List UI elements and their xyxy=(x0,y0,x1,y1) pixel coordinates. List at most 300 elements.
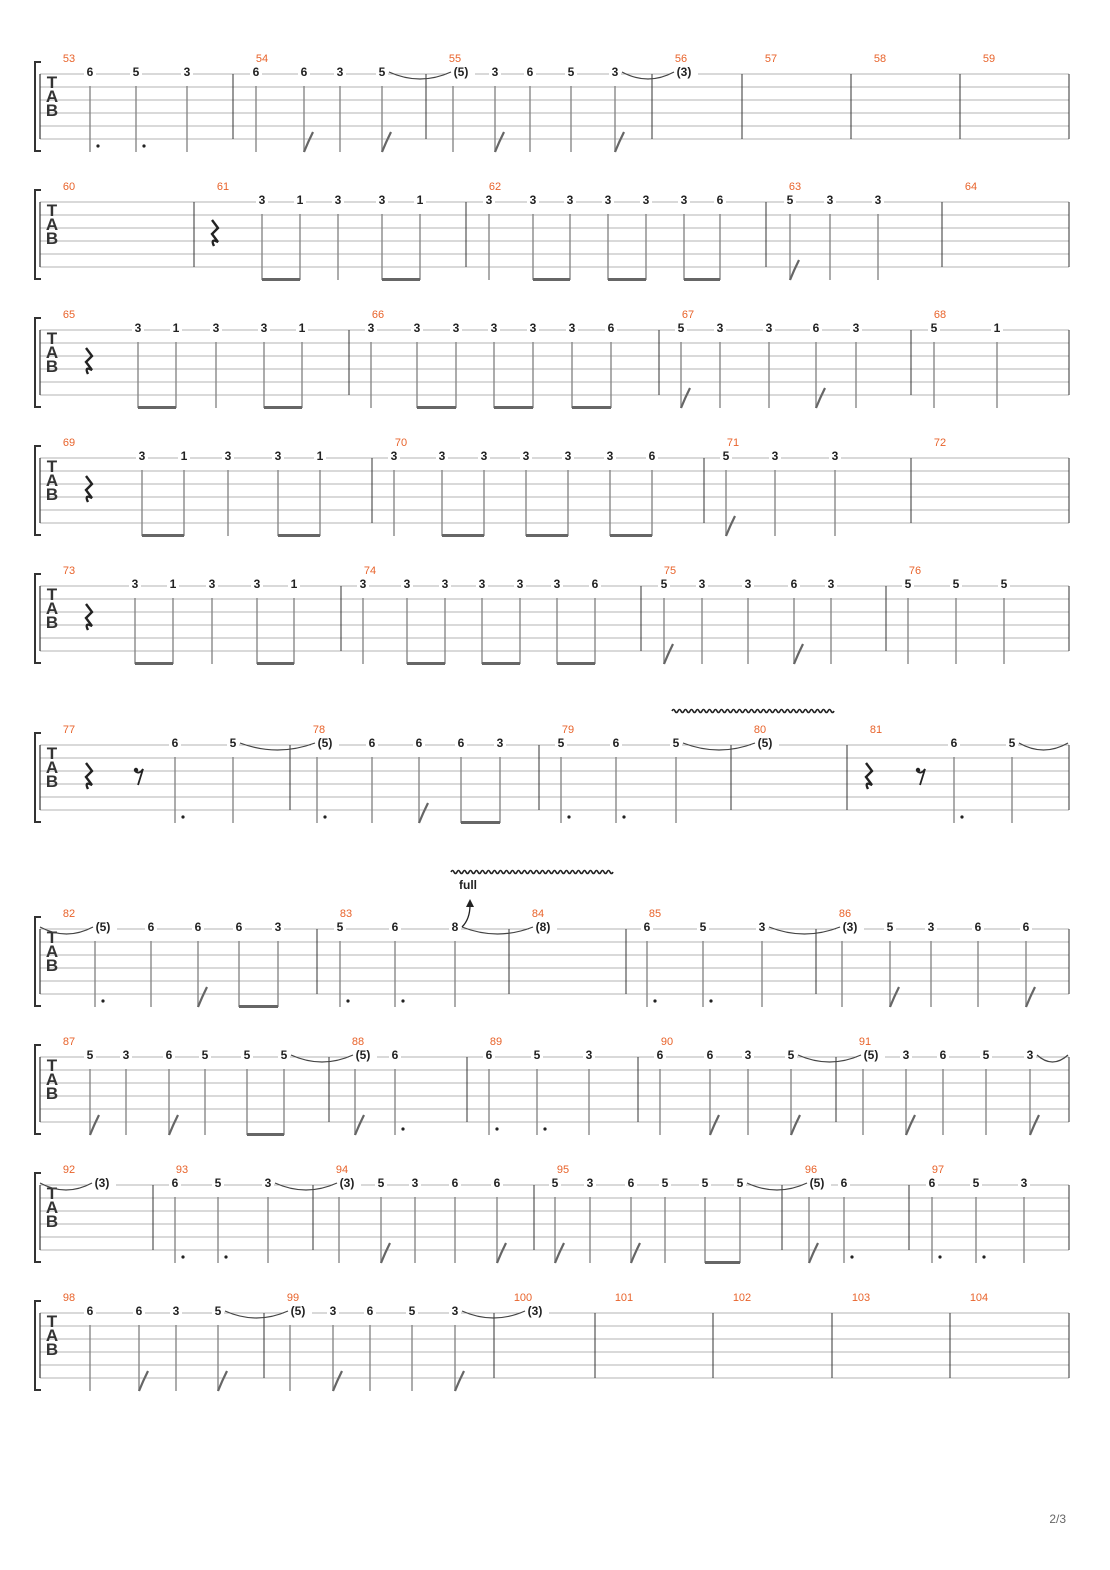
fret-number: 5 xyxy=(787,1048,795,1062)
beam xyxy=(572,406,611,409)
fret-number: 5 xyxy=(533,1048,541,1062)
fret-number: 6 xyxy=(939,1048,947,1062)
fret-number: 3 xyxy=(131,577,139,591)
fret-number: 3 xyxy=(744,1048,752,1062)
fret-number: 3 xyxy=(485,193,493,207)
beam xyxy=(461,821,500,824)
fret-number: 3 xyxy=(902,1048,910,1062)
dot xyxy=(495,1127,498,1130)
measure-number: 68 xyxy=(933,309,947,321)
measure-number: 93 xyxy=(175,1164,189,1176)
fret-number: 6 xyxy=(950,736,958,750)
measure-number: 61 xyxy=(216,181,230,193)
fret-number: 3 xyxy=(183,65,191,79)
fret-number: 3 xyxy=(367,321,375,335)
fret-number: 3 xyxy=(529,321,537,335)
bend-arrowhead xyxy=(466,899,474,907)
fret-number: 6 xyxy=(706,1048,714,1062)
fret-number: 5 xyxy=(378,65,386,79)
fret-number: 3 xyxy=(758,920,766,934)
measure-number: 81 xyxy=(869,724,883,736)
note-flag xyxy=(906,1115,915,1135)
fret-number: 6 xyxy=(391,1048,399,1062)
fret-number: 6 xyxy=(716,193,724,207)
fret-number: 6 xyxy=(643,920,651,934)
fret-number: 6 xyxy=(165,1048,173,1062)
fret-number: 3 xyxy=(438,449,446,463)
fret-number: 3 xyxy=(680,193,688,207)
measure-number: 102 xyxy=(732,1292,752,1304)
fret-number: 6 xyxy=(812,321,820,335)
measure-number: 97 xyxy=(931,1164,945,1176)
note-flag xyxy=(139,1371,148,1391)
measure-number: 92 xyxy=(62,1164,76,1176)
dot xyxy=(543,1127,546,1130)
fret-number: 3 xyxy=(852,321,860,335)
tab-clef-letter: T xyxy=(46,1312,58,1331)
dot xyxy=(142,144,145,147)
fret-number: 3 xyxy=(224,449,232,463)
note-flag xyxy=(890,987,899,1007)
fret-number: 6 xyxy=(86,1304,94,1318)
tab-clef-letter: A xyxy=(45,942,59,961)
fret-number: 6 xyxy=(607,321,615,335)
fret-number: 6 xyxy=(451,1176,459,1190)
fret-number: 5 xyxy=(677,321,685,335)
system-8 xyxy=(35,1036,1069,1136)
fret-number: 6 xyxy=(627,1176,635,1190)
fret-number: 5 xyxy=(86,1048,94,1062)
fret-number: 5 xyxy=(214,1176,222,1190)
beam xyxy=(257,662,294,665)
fret-number: 3 xyxy=(478,577,486,591)
fret-number: 1 xyxy=(298,321,306,335)
fret-number: 6 xyxy=(790,577,798,591)
dot xyxy=(96,144,99,147)
fret-number: 5 xyxy=(243,1048,251,1062)
tab-clef-letter: B xyxy=(45,1084,59,1103)
tab-clef-letter: T xyxy=(46,329,58,348)
measure-number: 94 xyxy=(335,1164,349,1176)
measure-number: 86 xyxy=(838,908,852,920)
measure-number: 100 xyxy=(513,1292,533,1304)
fret-number: 3 xyxy=(253,577,261,591)
fret-number: 3 xyxy=(258,193,266,207)
note-flag xyxy=(710,1115,719,1135)
beam xyxy=(608,278,646,281)
fret-number: 3 xyxy=(765,321,773,335)
tab-clef-letter: A xyxy=(45,1070,59,1089)
measure-number: 70 xyxy=(394,437,408,449)
dot xyxy=(401,999,404,1002)
note-flag xyxy=(355,1115,364,1135)
fret-number: 6 xyxy=(391,920,399,934)
note-flag xyxy=(726,516,735,536)
fret-number: 6 xyxy=(171,1176,179,1190)
fret-number: 3 xyxy=(336,65,344,79)
beam xyxy=(526,534,568,537)
fret-number: 3 xyxy=(134,321,142,335)
tab-clef-letter: A xyxy=(45,215,59,234)
tab-clef-letter: T xyxy=(46,457,58,476)
fret-number: (3) xyxy=(842,920,858,934)
fret-number: (5) xyxy=(95,920,111,934)
fret-number: 1 xyxy=(316,449,324,463)
tie xyxy=(389,72,451,79)
measure-number: 83 xyxy=(339,908,353,920)
tie xyxy=(1037,1055,1068,1062)
measure-number: 75 xyxy=(663,565,677,577)
dot xyxy=(224,1255,227,1258)
measure-number: 103 xyxy=(851,1292,871,1304)
fret-number: 3 xyxy=(529,193,537,207)
fret-number: 3 xyxy=(611,65,619,79)
note-flag xyxy=(333,1371,342,1391)
dot xyxy=(101,999,104,1002)
measure-number: 73 xyxy=(62,565,76,577)
fret-number: 3 xyxy=(378,193,386,207)
fret-number: (3) xyxy=(676,65,692,79)
dot xyxy=(346,999,349,1002)
note-flag xyxy=(304,132,313,152)
tab-clef-letter: T xyxy=(46,201,58,220)
fret-number: 5 xyxy=(660,577,668,591)
fret-number: 5 xyxy=(132,65,140,79)
fret-number: (5) xyxy=(809,1176,825,1190)
fret-number: 3 xyxy=(564,449,572,463)
fret-number: 3 xyxy=(264,1176,272,1190)
beam xyxy=(142,534,184,537)
tab-clef-letter: A xyxy=(45,343,59,362)
quarter-rest xyxy=(86,348,92,374)
tie xyxy=(240,743,315,750)
fret-number: (3) xyxy=(527,1304,543,1318)
fret-number: 3 xyxy=(831,449,839,463)
fret-number: 5 xyxy=(377,1176,385,1190)
fret-number: 3 xyxy=(586,1176,594,1190)
quarter-rest xyxy=(86,763,92,789)
tab-clef-letter: A xyxy=(45,758,59,777)
eighth-rest-dot xyxy=(916,768,920,772)
note-flag xyxy=(681,388,690,408)
fret-number: 1 xyxy=(416,193,424,207)
beam xyxy=(417,406,456,409)
fret-number: 6 xyxy=(86,65,94,79)
fret-number: 3 xyxy=(274,920,282,934)
fret-number: (5) xyxy=(290,1304,306,1318)
fret-number: 5 xyxy=(672,736,680,750)
system-9 xyxy=(35,1164,1069,1264)
fret-number: 3 xyxy=(451,1304,459,1318)
fret-number: 6 xyxy=(457,736,465,750)
fret-number: 6 xyxy=(485,1048,493,1062)
fret-number: 3 xyxy=(516,577,524,591)
quarter-rest xyxy=(86,604,92,630)
measure-number: 53 xyxy=(62,53,76,65)
fret-number: 3 xyxy=(359,577,367,591)
fret-number: 5 xyxy=(201,1048,209,1062)
beam xyxy=(262,278,300,281)
fret-number: 3 xyxy=(138,449,146,463)
note-flag xyxy=(1026,987,1035,1007)
system-4 xyxy=(35,437,1069,537)
fret-number: 3 xyxy=(642,193,650,207)
note-flag xyxy=(555,1243,564,1263)
tie xyxy=(747,1183,807,1190)
fret-number: 3 xyxy=(874,193,882,207)
fret-number: 5 xyxy=(661,1176,669,1190)
tab-clef-letter: A xyxy=(45,1198,59,1217)
fret-number: 6 xyxy=(656,1048,664,1062)
fret-number: 5 xyxy=(886,920,894,934)
tie xyxy=(462,927,533,934)
fret-number: 5 xyxy=(567,65,575,79)
vibrato-line xyxy=(672,710,834,713)
fret-number: 6 xyxy=(1022,920,1030,934)
fret-number: 6 xyxy=(612,736,620,750)
fret-number: 5 xyxy=(786,193,794,207)
fret-number: 3 xyxy=(441,577,449,591)
fret-number: 3 xyxy=(390,449,398,463)
system-10 xyxy=(35,1292,1069,1391)
fret-number: 3 xyxy=(329,1304,337,1318)
fret-number: 6 xyxy=(591,577,599,591)
tab-note xyxy=(751,736,779,751)
tab-clef-letter: B xyxy=(45,485,59,504)
dot xyxy=(181,815,184,818)
beam xyxy=(557,662,595,665)
measure-number: 59 xyxy=(982,53,996,65)
fret-number: 6 xyxy=(194,920,202,934)
fret-number: 6 xyxy=(840,1176,848,1190)
fret-number: 6 xyxy=(368,736,376,750)
fret-number: 6 xyxy=(235,920,243,934)
beam xyxy=(264,406,302,409)
note-flag xyxy=(809,1243,818,1263)
fret-number: 3 xyxy=(480,449,488,463)
measure-number: 78 xyxy=(312,724,326,736)
fret-number: (3) xyxy=(339,1176,355,1190)
system-2 xyxy=(35,181,1069,281)
system-1 xyxy=(35,53,1069,152)
tab-clef-letter: B xyxy=(45,1212,59,1231)
fret-number: 3 xyxy=(826,193,834,207)
fret-number: 5 xyxy=(930,321,938,335)
measure-number: 62 xyxy=(488,181,502,193)
beam xyxy=(684,278,720,281)
note-flag xyxy=(455,1371,464,1391)
measure-number: 80 xyxy=(753,724,767,736)
beam xyxy=(610,534,652,537)
fret-number: 5 xyxy=(722,449,730,463)
measure-number: 85 xyxy=(648,908,662,920)
measure-number: 95 xyxy=(556,1164,570,1176)
tab-clef-letter: B xyxy=(45,101,59,120)
beam xyxy=(482,662,520,665)
fret-number: 5 xyxy=(736,1176,744,1190)
fret-number: 8 xyxy=(451,920,459,934)
tab-clef-letter: B xyxy=(45,613,59,632)
fret-number: 5 xyxy=(1008,736,1016,750)
system-5 xyxy=(35,565,1069,665)
beam xyxy=(278,534,320,537)
tab-clef-letter: B xyxy=(45,229,59,248)
note-flag xyxy=(495,132,504,152)
note-flag xyxy=(791,1115,800,1135)
fret-number: 5 xyxy=(701,1176,709,1190)
measure-number: 54 xyxy=(255,53,269,65)
note-flag xyxy=(90,1115,99,1135)
note-flag xyxy=(794,644,803,664)
fret-number: 3 xyxy=(491,65,499,79)
fret-number: 3 xyxy=(698,577,706,591)
dot xyxy=(653,999,656,1002)
dot xyxy=(938,1255,941,1258)
tab-clef-letter: T xyxy=(46,928,58,947)
fret-number: 6 xyxy=(526,65,534,79)
system-6 xyxy=(35,724,1069,824)
dot xyxy=(850,1255,853,1258)
measure-number: 90 xyxy=(660,1036,674,1048)
fret-number: 1 xyxy=(172,321,180,335)
fret-number: 1 xyxy=(993,321,1001,335)
measure-number: 82 xyxy=(62,908,76,920)
dot xyxy=(622,815,625,818)
measure-number: 89 xyxy=(489,1036,503,1048)
measure-number: 104 xyxy=(969,1292,989,1304)
measure-number: 64 xyxy=(964,181,978,193)
tie xyxy=(291,1055,353,1062)
fret-number: 3 xyxy=(274,449,282,463)
tab-clef-letter: A xyxy=(45,599,59,618)
note-flag xyxy=(615,132,624,152)
note-flag xyxy=(382,132,391,152)
fret-number: 5 xyxy=(551,1176,559,1190)
beam xyxy=(135,662,173,665)
fret-number: (3) xyxy=(94,1176,110,1190)
system-3 xyxy=(35,309,1069,409)
fret-number: 5 xyxy=(280,1048,288,1062)
beam xyxy=(382,278,420,281)
measure-number: 87 xyxy=(62,1036,76,1048)
fret-number: 5 xyxy=(229,736,237,750)
fret-number: 6 xyxy=(366,1304,374,1318)
tab-clef-letter: B xyxy=(45,357,59,376)
fret-number: 3 xyxy=(568,321,576,335)
fret-number: 3 xyxy=(496,736,504,750)
fret-number: 6 xyxy=(415,736,423,750)
measure-number: 98 xyxy=(62,1292,76,1304)
fret-number: 5 xyxy=(557,736,565,750)
quarter-rest xyxy=(866,763,872,789)
fret-number: (5) xyxy=(863,1048,879,1062)
fret-number: 3 xyxy=(172,1304,180,1318)
bend-curve xyxy=(462,905,470,927)
fret-number: 6 xyxy=(300,65,308,79)
beam xyxy=(138,406,176,409)
measure-number: 58 xyxy=(873,53,887,65)
tab-clef-letter: B xyxy=(45,1340,59,1359)
measure-number: 66 xyxy=(371,309,385,321)
fret-number: 5 xyxy=(904,577,912,591)
tie xyxy=(683,743,755,750)
fret-number: 3 xyxy=(566,193,574,207)
tab-note xyxy=(529,920,557,935)
dot xyxy=(401,1127,404,1130)
measure-number: 101 xyxy=(614,1292,634,1304)
fret-number: 6 xyxy=(648,449,656,463)
measure-number: 71 xyxy=(726,437,740,449)
fret-number: 3 xyxy=(122,1048,130,1062)
tab-clef-letter: T xyxy=(46,1056,58,1075)
quarter-rest xyxy=(86,476,92,502)
measure-number: 76 xyxy=(908,565,922,577)
measure-number: 74 xyxy=(363,565,377,577)
fret-number: 6 xyxy=(493,1176,501,1190)
tab-clef-letter: B xyxy=(45,772,59,791)
beam xyxy=(494,406,533,409)
note-flag xyxy=(218,1371,227,1391)
fret-number: 3 xyxy=(212,321,220,335)
tab-clef-letter: T xyxy=(46,73,58,92)
fret-number: 3 xyxy=(716,321,724,335)
page-number-text: 2/3 xyxy=(1049,1512,1066,1526)
tie xyxy=(225,1311,288,1318)
measure-number: 72 xyxy=(933,437,947,449)
fret-number: 3 xyxy=(260,321,268,335)
fret-number: (5) xyxy=(355,1048,371,1062)
fret-number: 3 xyxy=(411,1176,419,1190)
fret-number: 5 xyxy=(336,920,344,934)
fret-number: 3 xyxy=(585,1048,593,1062)
fret-number: 3 xyxy=(334,193,342,207)
fret-number: 5 xyxy=(982,1048,990,1062)
fret-number: 3 xyxy=(927,920,935,934)
dot xyxy=(323,815,326,818)
beam xyxy=(533,278,570,281)
measure-number: 56 xyxy=(674,53,688,65)
fret-number: 6 xyxy=(928,1176,936,1190)
beam xyxy=(705,1261,740,1264)
tie xyxy=(622,72,674,79)
fret-number: 3 xyxy=(744,577,752,591)
measure-number: 57 xyxy=(764,53,778,65)
dot xyxy=(567,815,570,818)
fret-number: 3 xyxy=(553,577,561,591)
note-flag xyxy=(816,388,825,408)
fret-number: 6 xyxy=(135,1304,143,1318)
beam xyxy=(247,1133,284,1136)
fret-number: 3 xyxy=(452,321,460,335)
fret-number: (5) xyxy=(757,736,773,750)
tab-clef-letter: A xyxy=(45,1326,59,1345)
note-flag xyxy=(1030,1115,1039,1135)
tie xyxy=(275,1183,337,1190)
fret-number: 3 xyxy=(413,321,421,335)
tie xyxy=(798,1055,861,1062)
measure-number: 65 xyxy=(62,309,76,321)
system-7 xyxy=(35,908,1069,1008)
beam xyxy=(442,534,484,537)
measure-number: 96 xyxy=(804,1164,818,1176)
fret-number: 1 xyxy=(290,577,298,591)
measure-number: 60 xyxy=(62,181,76,193)
measure-number: 67 xyxy=(681,309,695,321)
note-flag xyxy=(169,1115,178,1135)
note-flag xyxy=(497,1243,506,1263)
fret-number: 1 xyxy=(180,449,188,463)
vibrato-line xyxy=(451,871,613,874)
